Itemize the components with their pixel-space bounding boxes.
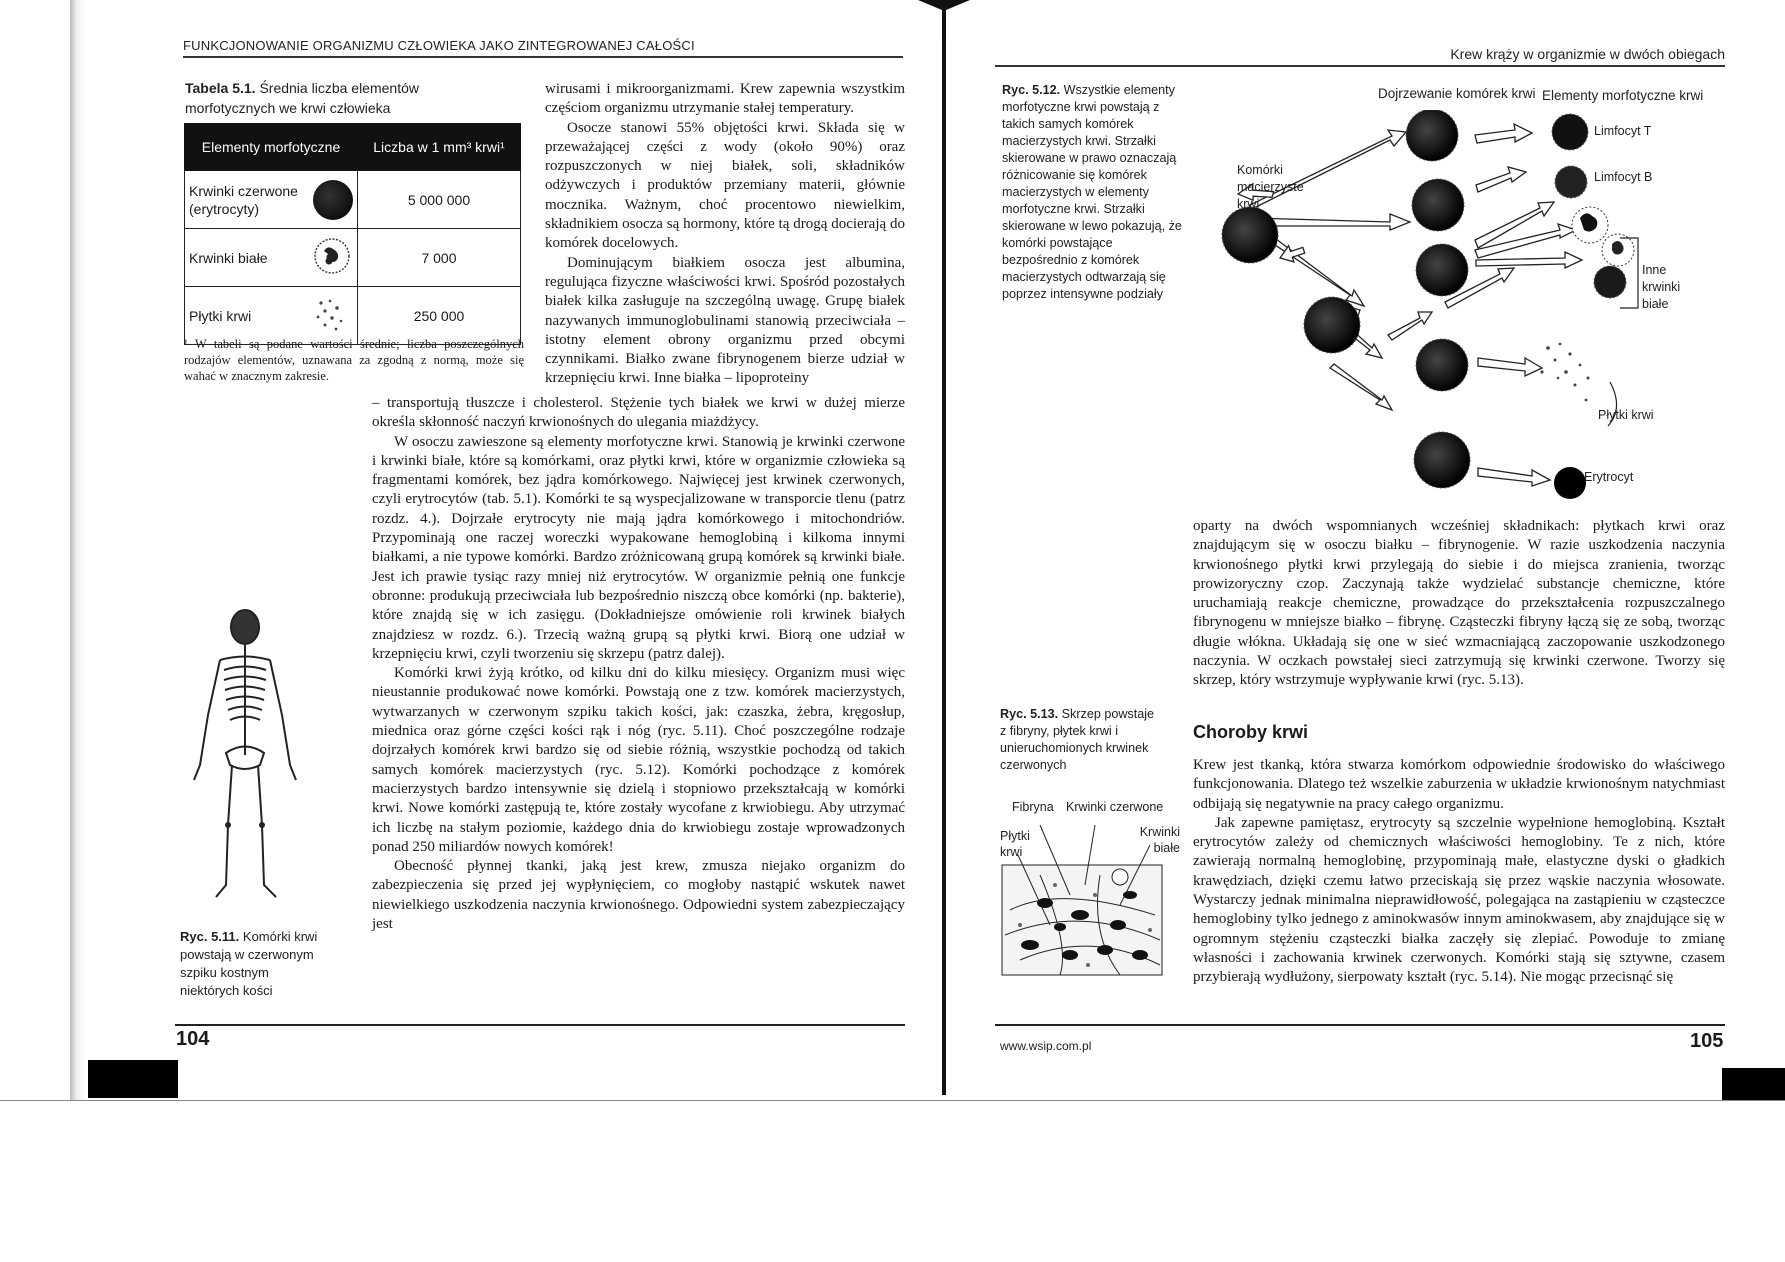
website-url: www.wsip.com.pl (1000, 1039, 1092, 1053)
figure-5-12-number: Ryc. 5.12. (1002, 83, 1061, 97)
left-page-column-wide (372, 394, 905, 934)
table-caption (185, 78, 455, 118)
footer-rule-right (995, 1024, 1725, 1026)
diagram-label-erythrocyte: Erytrocyt (1584, 470, 1634, 484)
leukocyte-icon (313, 237, 351, 275)
clot-label-wbc: Krwinki białe (1139, 825, 1180, 855)
diagram-label-lymphocyte-t: Limfocyt T (1594, 124, 1652, 138)
figure-5-11-text: Komórki krwi powstają w czerwonym szpiku kostnym niektórych kości (180, 929, 318, 998)
header-rule-right (995, 65, 1725, 67)
paragraph: Dominującym białkiem osocza jest albumina, regulująca fizyczne właściwości krwi. Spośród pozostałych białek kilka zasługuje na szczególną uwagę. Grupę białek nazywanych immunoglobulinami stanowią przeciwciała – istotny element obrony organizmu przed obcymi czynnikami. Białko zwane fibrynogenem bierze udział w krzepnięciu krwi. Inne białka – lipoproteiny (545, 254, 905, 387)
table-caption-text: Średnia liczba elementów morfotycznych we krwi człowieka (185, 80, 419, 116)
skeleton-illustration (180, 605, 310, 910)
paragraph: Obecność płynnej tkanki, jaką jest krew, zmusza niejako organizm do zabezpieczenia się przed jej wypłynięciem, co mogłoby nastąpić wskutek nawet niewielkiego uszkodzenia naczynia krwionośnego. Odpowiedni system zabezpieczający jest (372, 858, 905, 933)
platelets-icon (313, 297, 347, 333)
right-page-paragraph-top (1193, 517, 1725, 691)
scan-edge-right-block (1722, 1068, 1785, 1100)
page-number-left: 104 (176, 1028, 210, 1050)
figure-5-13-caption (1000, 706, 1160, 774)
table-header-elements: Elementy morfotyczne (185, 124, 358, 171)
diagram-label-platelets: Płytki krwi (1598, 408, 1654, 422)
figure-5-11-caption (180, 928, 330, 1000)
diagram-label-other-wbc: Inne krwinki białe (1642, 263, 1681, 311)
section-heading: Choroby krwi (1193, 722, 1309, 742)
paragraph: Krew jest tkanką, która stwarza komórkom odpowiednie środowisko do właściwego funkcjonowania. Dlatego też wszelkie zaburzenia w układzie krwionośnym natychmiast odbijają się negatywnie na pracy całego organizmu. (1193, 757, 1725, 812)
diagram-label-maturation: Dojrzewanie komórek krwi (1378, 86, 1536, 101)
running-head-left: FUNKCJONOWANIE ORGANIZMU CZŁOWIEKA JAKO ZINTEGROWANEJ CAŁOŚCI (183, 38, 695, 53)
running-head-right: Krew krąży w organizmie w dwóch obiegach (1450, 46, 1725, 62)
table-cell-value: 7 000 (358, 229, 521, 287)
figure-5-12-text: Wszystkie elementy morfotyczne krwi powstają z takich samych komórek macierzystych krwi. Strzałki skierowane w prawo oznaczają różnicowanie się komórek macierzystych w elementy morfotyczne krwi. Strzałki skierowane w lewo pokazują, że komórki powstające bezpośrednio z komórek macierzystych odtwarzają się poprzez intensywne podziały (1002, 83, 1182, 301)
table-header-row (185, 124, 521, 171)
page-number-right: 105 (1690, 1030, 1724, 1052)
figure-5-11-number: Ryc. 5.11. (180, 929, 240, 944)
table-caption-number: Tabela 5.1. (185, 80, 256, 96)
table-cell-name: Krwinki czerwone (erytrocyty) (189, 182, 298, 217)
figure-5-12-caption (1002, 82, 1187, 303)
footer-rule-left (175, 1024, 905, 1026)
paragraph: Osocze stanowi 55% objętości krwi. Składa się w przeważającej części z wody (około 90%) oraz rozpuszczonych w niej białek, soli, składników odżywczych i produktów przemiany materii, głównie mocznika. Ważnym, choć procentowo niewielkim, składnikiem osocza są hormony, które tą drogą docierają do komórek docelowych. (545, 119, 905, 252)
table-footnote: ¹ W tabeli są podane wartości średnie; liczba poszczególnych rodzajów elementów, uznawana za zgodną z normą, może się wahać w znacznym zakresie. (184, 337, 524, 383)
paragraph: W osoczu zawieszone są elementy morfotyczne krwi. Stanowią je krwinki czerwone i krwinki białe, które są komórkami, oraz płytki krwi, które w organizmie człowieka są fragmentami komórek, bez jądra komórkowego. Najwięcej jest krwinek czerwonych, czyli erytrocytów (tab. 5.1). Komórki te są wyspecjalizowane w transporcie tlenu (patrz rozdz. 4.). Dojrzałe erytrocyty nie mają jądra komórkowego i mitochondriów. Przypominają one raczej woreczki wypakowane hemoglobiną i kilkoma innymi białkami, a nie typowe komórki. Bardzo zróżnicowaną grupą komórek są krwinki białe. Jest ich prawie tysiąc razy mniej niż erytrocytów. W organizmie pełnią one funkcje obronne: produkują przeciwciała lub bezpośrednio niszczą obce komórki (np. bakterie), które znajdą się w ich zasięgu. (Dokładniejsze omówienie roli krwinek białych znajdziesz w rozdz. 6.). Trzecią ważną grupą są płytki krwi. Biorą one udział w krzepnięciu krwi, czyli tworzeniu się skrzepu (patrz dalej). (372, 433, 905, 662)
figure-5-13-number: Ryc. 5.13. (1000, 707, 1059, 721)
clot-illustration (1000, 815, 1165, 980)
paragraph: Komórki krwi żyją krótko, od kilku dni do kilku miesięcy. Organizm musi więc nieustannie produkować nowe komórki. Powstają one z tzw. komórek macierzystych, wytwarzanych w czerwonym szpiku takich kości, jak: czaszka, żebra, kręgosłup, miednica oraz górne części kości rąk i nóg (ryc. 5.11). Choć poszczególne rodzaje dojrzałych komórek krwi bardzo się od siebie różnią, wszystkie pochodzą od takich samych komórek macierzystych (ryc. 5.12). Komórki pochodzące z komórek macierzystych bardzo intensywnie się dzielą i stopniowo przekształcają w komórki krwi. Nowe komórki zastępują te, które zostały wycofane z krwiobiegu. Aby utrzymać ich liczbę na stałym poziomie, każdego dnia do krwiobiegu zostaje wprowadzonych ponad 250 miliardów nowych komórek! (372, 665, 905, 855)
paragraph: oparty na dwóch wspomnianych wcześniej składnikach: płytkach krwi oraz znajdującym się w osoczu białku – fibrynogenie. W razie uszkodzenia naczynia krwionośnego płytki krwi przylegają do siebie i do miejsca zranienia, tworząc prowizoryczny czop. Zaczynają także wydzielać substancje chemiczne, które uruchamiają reakcje chemiczne, prowadzące do przekształcenia rozpuszczalnego fibrynogenu w mniejsze białko – fibrynę. Cząsteczki fibryny łączą się ze sobą, tworząc długie włókna. Układają się one w sieć wzmacniającą zaczopowanie uszkodzonego naczynia. W oczkach powstałej sieci zatrzymują się krwinki czerwone. Tworzy się skrzep, który wstrzymuje wypływanie krwi (ryc. 5.13). (1193, 518, 1725, 689)
table-row (185, 229, 521, 287)
diagram-label-lymphocyte-b: Limfocyt B (1594, 170, 1653, 184)
diagram-label-elements: Elementy morfotyczne krwi (1542, 88, 1704, 103)
right-page-section-body (1193, 756, 1725, 988)
clot-label-rbc: Krwinki czerwone (1066, 800, 1164, 814)
header-rule-left (183, 56, 903, 58)
blood-cells-table (184, 123, 521, 345)
spine-top-mark (918, 0, 970, 40)
book-spine (942, 0, 946, 1095)
table-cell-name: Płytki krwi (189, 307, 252, 324)
paragraph: wirusami i mikroorganizmami. Krew zapewnia wszystkim częściom organizmu utrzymanie stałej temperatury. (545, 81, 905, 117)
scan-edge-left (70, 0, 86, 1100)
figure-5-13-text: Skrzep powstaje z fibryny, płytek krwi i unieruchomionych krwinek czerwonych (1000, 707, 1155, 772)
paragraph: Jak zapewne pamiętasz, erytrocyty są szczelnie wypełnione hemoglobiną. Kształt erytrocytów zależy od chemicznych właściwości hemoglobiny. Te z nich, które zawierają normalną hemoglobinę, przypominają małe, elastyczne dyski o gładkich krawędziach, dzięki czemu łatwo przeciskają się przez wąskie naczynia włosowate. Wystarczy jednak minimalna nieprawidłowość, polegająca na zastąpieniu w cząsteczce hemoglobiny tylko jednego z aminokwasów innym aminokwasem, aby znajdujące się w ogromnym stężeniu cząsteczki białka zaczęły się zlepiać. Powoduje to zmianę własności i zachowania krwinek czerwonych. Komórki stają się sztywne, czasem przybierają wydłużony, sierpowaty kształt (ryc. 5.14). Nie mogąc przecisnąć się (1193, 814, 1725, 986)
left-page-column-right (545, 80, 905, 389)
paragraph: – transportują tłuszcze i cholesterol. Stężenie tych białek we krwi w dużej mierze określa skłonność naczyń krwionośnych do ulegania miażdżycy. (372, 395, 905, 431)
erythrocyte-icon (313, 180, 353, 220)
table-cell-value: 250 000 (358, 287, 521, 345)
table-cell-name: Krwinki białe (189, 249, 268, 266)
table-header-count: Liczba w 1 mm³ krwi¹ (358, 124, 521, 171)
diagram-label-stem-cells: Komórki macierzyste krwi (1237, 163, 1304, 211)
clot-label-fibrin: Fibryna (1012, 800, 1054, 814)
table-row (185, 171, 521, 229)
scan-edge-bottom-line (0, 1100, 1785, 1101)
table-cell-value: 5 000 000 (358, 171, 521, 229)
scan-edge-black-block (88, 1060, 178, 1098)
clot-label-platelets: Płytki krwi (1000, 829, 1030, 859)
